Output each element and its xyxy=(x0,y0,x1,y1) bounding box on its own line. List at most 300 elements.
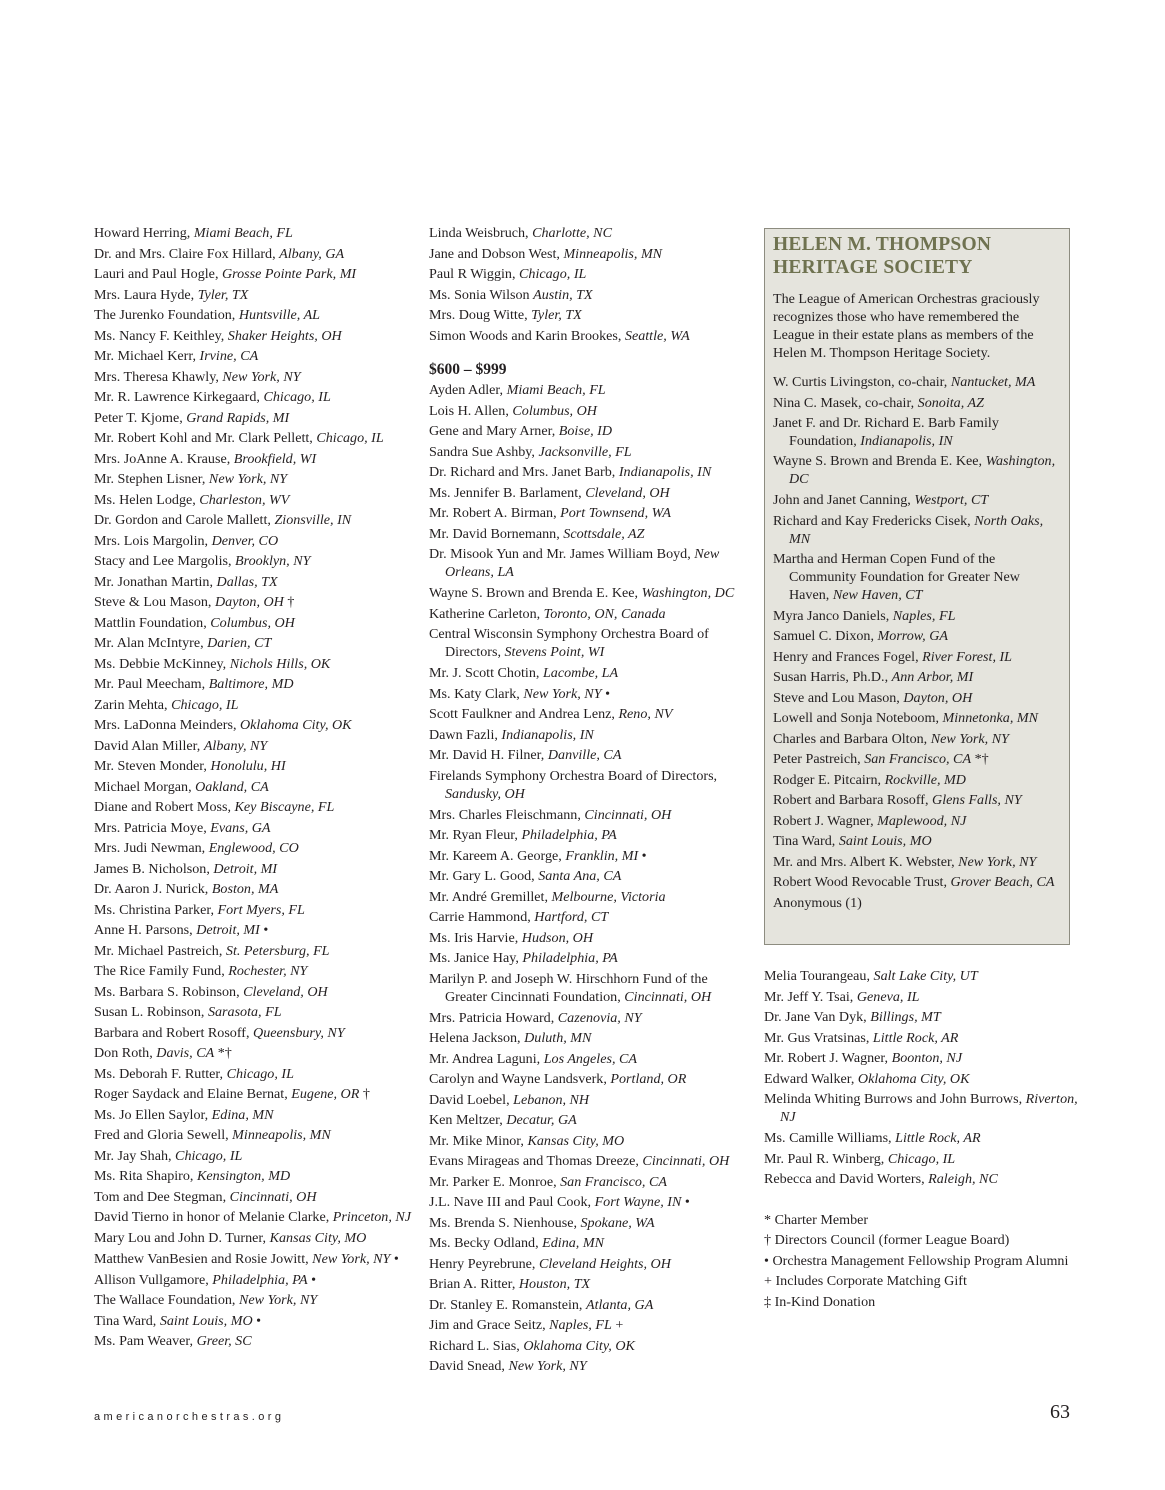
donor-name: W. Curtis Livingston, co-chair, xyxy=(773,374,951,390)
donor-entry xyxy=(94,1023,414,1044)
donor-name: Carolyn and Wayne Landsverk, xyxy=(429,1071,611,1087)
donor-name: Mrs. LaDonna Meinders, xyxy=(94,717,240,733)
donor-list-600-999 xyxy=(429,380,749,1377)
donor-entry xyxy=(94,1250,414,1268)
donor-name: Lowell and Sonja Noteboom, xyxy=(773,710,943,726)
donor-mark: • xyxy=(390,1250,399,1267)
donor-entry xyxy=(429,948,749,969)
donor-entry xyxy=(429,1049,749,1070)
donor-name: Mr. Jonathan Martin, xyxy=(94,573,217,590)
donor-location: Raleigh, NC xyxy=(928,1171,998,1187)
donor-location: Indianapolis, IN xyxy=(501,726,594,743)
donor-entry xyxy=(94,756,414,777)
donor-name: Mr. Mike Minor, xyxy=(429,1132,528,1149)
donor-name: Richard L. Sias, xyxy=(429,1337,524,1354)
donor-entry xyxy=(94,1228,414,1249)
donor-location: Eugene, OR xyxy=(291,1086,360,1102)
donor-location: Zionsville, IN xyxy=(274,512,352,528)
donor-name: Dr. Gordon and Carole Mallett, xyxy=(94,512,275,528)
donor-entry xyxy=(429,545,749,581)
donor-entry xyxy=(94,961,414,982)
donor-name: Mr. Kareem A. George, xyxy=(429,847,566,864)
donor-location: Detroit, MI xyxy=(213,860,278,877)
donor-name: Matthew VanBesien and Rosie Jowitt, xyxy=(94,1250,313,1267)
donor-entry xyxy=(429,1213,749,1234)
donor-name: Dr. Aaron J. Nurick, xyxy=(94,881,212,897)
donor-name: Mrs. Patricia Moye, xyxy=(94,819,211,836)
donor-entry xyxy=(94,695,414,716)
donor-name: Peter Pastreich, xyxy=(773,751,865,767)
donor-location: Danville, CA xyxy=(547,747,622,763)
donor-list-top xyxy=(429,223,749,346)
legend-item: • Orchestra Management Fellowship Program Alumni xyxy=(764,1252,1069,1269)
donor-name: Ms. Sonia Wilson xyxy=(429,286,534,303)
donor-location: Miami Beach, FL xyxy=(193,225,293,241)
donor-name: Mr. Michael Pastreich, xyxy=(94,942,226,959)
donor-location: San Francisco, CA xyxy=(864,751,972,767)
donor-name: Gene and Mary Arner, xyxy=(429,423,559,439)
donor-entry xyxy=(94,900,414,921)
donor-location: Salt Lake City, UT xyxy=(873,968,978,984)
donor-location: New York, NY xyxy=(930,730,1009,747)
donor-entry xyxy=(429,1172,749,1193)
donor-name: Ms. Nancy F. Keithley, xyxy=(94,327,228,344)
donor-entry xyxy=(94,1064,414,1085)
donor-location: Englewood, CO xyxy=(208,840,299,856)
donor-location: Washington, DC xyxy=(789,453,1056,487)
donor-name: Carrie Hammond, xyxy=(429,909,535,925)
donor-name: Ms. Pam Weaver, xyxy=(94,1333,197,1349)
donor-location: Portland, OR xyxy=(610,1071,687,1087)
donor-name: Janet F. and Dr. Richard E. Barb Family Foundation, xyxy=(773,415,999,449)
donor-location: Chicago, IL xyxy=(887,1150,956,1167)
donor-entry xyxy=(94,1166,414,1187)
donor-location: Brookfield, WI xyxy=(233,450,317,467)
donor-location: Boonton, NJ xyxy=(891,1050,963,1066)
donor-name: Barbara and Robert Rosoff, xyxy=(94,1024,254,1041)
donor-name: Dr. Stanley E. Romanstein, xyxy=(429,1296,586,1313)
donor-name: Peter T. Kjome, xyxy=(94,409,187,426)
donor-entry xyxy=(94,531,414,552)
donor-entry xyxy=(94,346,414,367)
donor-name: Anonymous (1) xyxy=(773,894,862,911)
donor-entry xyxy=(429,825,749,846)
donor-name: Mr. Paul Meecham, xyxy=(94,676,209,692)
donor-entry xyxy=(773,729,1061,750)
donor-name: Anne H. Parsons, xyxy=(94,922,197,938)
donor-name: Mr. Andrea Laguni, xyxy=(429,1050,544,1067)
donor-location: Nichols Hills, OK xyxy=(229,655,331,672)
donor-entry xyxy=(773,626,1061,647)
donor-entry xyxy=(429,264,749,285)
donor-location: Albany, NY xyxy=(203,737,268,754)
donor-location: Minneapolis, MN xyxy=(232,1127,331,1143)
donor-entry xyxy=(429,704,749,725)
donor-location: Naples, FL xyxy=(549,1317,612,1333)
donor-entry xyxy=(94,1187,414,1208)
donor-location: Franklin, MI xyxy=(565,847,639,864)
donor-name: Henry Peyrebrune, xyxy=(429,1255,539,1272)
donor-location: Honolulu, HI xyxy=(210,758,286,774)
donor-location: Dayton, OH xyxy=(214,594,284,610)
donor-name: Mr. Alan McIntyre, xyxy=(94,635,208,651)
donor-location: Lebanon, NH xyxy=(513,1091,590,1108)
donor-entry xyxy=(94,654,414,675)
donor-location: Brooklyn, NY xyxy=(235,553,311,569)
donor-name: Ms. Brenda S. Nienhouse, xyxy=(429,1214,581,1231)
donor-entry xyxy=(94,1125,414,1146)
donor-mark: • xyxy=(601,685,611,702)
donor-name: James B. Nicholson, xyxy=(94,860,214,877)
donor-entry xyxy=(773,667,1061,688)
donor-mark: *† xyxy=(971,751,989,767)
donor-name: Robert J. Wagner, xyxy=(773,812,878,829)
donor-location: Fort Wayne, IN xyxy=(594,1194,682,1210)
donor-name: Mr. Parker E. Monroe, xyxy=(429,1173,561,1190)
donor-location: Cincinnati, OH xyxy=(229,1188,317,1205)
donor-name: Lois H. Allen, xyxy=(429,402,513,419)
donor-entry xyxy=(94,818,414,839)
donor-name: Melinda Whiting Burrows and John Burrows, xyxy=(764,1091,1026,1107)
donor-location: Minnetonka, MN xyxy=(942,710,1039,726)
donor-location: Philadelphia, PA xyxy=(212,1271,308,1288)
donor-entry xyxy=(764,1069,1094,1090)
donor-entry xyxy=(773,372,1061,393)
donor-mark: • xyxy=(638,847,647,864)
donor-location: Lacombe, LA xyxy=(542,665,619,681)
donor-entry xyxy=(429,725,749,746)
donor-entry xyxy=(764,1169,1094,1190)
donor-entry xyxy=(94,633,414,654)
donor-location: Chicago, IL xyxy=(519,266,587,282)
donor-entry xyxy=(94,408,414,429)
heritage-society-title: HELEN M. THOMPSON HERITAGE SOCIETY xyxy=(773,234,992,278)
donor-entry xyxy=(429,663,749,684)
donor-location: Austin, TX xyxy=(533,286,593,303)
donor-entry xyxy=(773,852,1061,873)
donor-location: Grover Beach, CA xyxy=(950,874,1055,890)
donor-name: Mrs. Lois Margolin, xyxy=(94,532,212,549)
donor-name: Marilyn P. and Joseph W. Hirschhorn Fund of the Greater Cincinnati Foundation, xyxy=(429,970,708,1005)
donor-name: Mr. Steven Monder, xyxy=(94,758,211,774)
donor-entry xyxy=(94,551,414,572)
donor-location: Baltimore, MD xyxy=(208,676,294,692)
donor-name: Ms. Helen Lodge, xyxy=(94,491,200,508)
donor-entry xyxy=(94,305,414,326)
donor-location: Los Angeles, CA xyxy=(543,1050,637,1067)
donor-location: Cleveland, OH xyxy=(243,983,328,1000)
footer-url: americanorchestras.org xyxy=(94,1411,285,1423)
donor-mark: + xyxy=(611,1317,624,1333)
donor-entry xyxy=(429,846,749,867)
donor-entry xyxy=(94,982,414,1003)
donor-name: Martha and Herman Copen Fund of the Community Foundation for Greater New Haven, xyxy=(773,550,1020,603)
donor-name: Ms. Camille Williams, xyxy=(764,1130,896,1146)
donor-location: River Forest, IL xyxy=(922,648,1013,665)
donor-entry xyxy=(773,708,1061,729)
donor-mark: *† xyxy=(214,1045,232,1061)
donor-name: Simon Woods and Karin Brookes, xyxy=(429,327,625,344)
donor-location: Edina, MN xyxy=(211,1106,274,1123)
donor-entry xyxy=(94,797,414,818)
donor-entry xyxy=(94,264,414,285)
donor-location: Rockville, MD xyxy=(884,771,966,788)
donor-name: Robert and Barbara Rosoff, xyxy=(773,792,933,808)
donor-entry xyxy=(429,1336,749,1357)
donor-name: Wayne S. Brown and Brenda E. Kee, xyxy=(773,453,986,469)
donor-name: Zarin Mehta, xyxy=(94,696,172,713)
donor-entry xyxy=(429,907,749,928)
donor-location: Kensington, MD xyxy=(196,1168,291,1184)
donor-name: Steve and Lou Mason, xyxy=(773,689,904,706)
donor-location: New York, NY xyxy=(523,685,602,702)
donor-entry xyxy=(773,550,1061,604)
donor-location: Tyler, TX xyxy=(531,307,582,323)
donor-location: Indianapolis, IN xyxy=(618,464,712,480)
donor-name: Mr. Jay Shah, xyxy=(94,1147,176,1164)
donor-name: Ms. Debbie McKinney, xyxy=(94,655,230,672)
donor-entry xyxy=(94,674,414,695)
donor-name: Central Wisconsin Symphony Orchestra Board of Directors, xyxy=(429,626,709,660)
donor-location: Riverton, NJ xyxy=(780,1091,1078,1125)
heritage-society-intro: The League of American Orchestras graciously recognizes those who have remembered the League in their estate plans as members of the Helen M. Thompson Heritage Society. xyxy=(773,291,1040,361)
donor-location: Philadelphia, PA xyxy=(522,950,618,966)
donor-entry xyxy=(94,1270,414,1291)
donor-entry xyxy=(773,452,1061,488)
donor-location: Geneva, IL xyxy=(856,988,920,1005)
donor-location: Little Rock, AR xyxy=(895,1130,981,1146)
donor-location: Maplewood, NJ xyxy=(877,812,967,829)
donor-entry xyxy=(429,503,749,524)
donor-location: Greer, SC xyxy=(196,1333,252,1349)
donor-location: Grand Rapids, MI xyxy=(186,409,290,426)
donor-entry xyxy=(94,879,414,900)
heritage-society-list xyxy=(773,372,1061,913)
donor-location: New York, NY xyxy=(222,368,301,385)
donor-entry xyxy=(94,469,414,490)
donor-name: Tina Ward, xyxy=(94,1312,160,1329)
donor-entry xyxy=(94,244,414,265)
donor-entry xyxy=(429,223,749,244)
donor-location: Scottsdale, AZ xyxy=(563,525,645,542)
donor-name: David Tierno in honor of Melanie Clarke, xyxy=(94,1209,333,1225)
legend-item: ‡ In-Kind Donation xyxy=(764,1293,876,1310)
donor-name: Mr. Jeff Y. Tsai, xyxy=(764,988,857,1005)
donor-entry xyxy=(429,805,749,826)
donor-entry xyxy=(429,1233,749,1254)
donor-name: Richard and Kay Fredericks Cisek, xyxy=(773,512,975,529)
donor-column-3 xyxy=(764,966,1094,1312)
donor-name: David Loebel, xyxy=(429,1091,514,1108)
donor-name: Rodger E. Pitcairn, xyxy=(773,771,885,788)
donor-location: Santa Ana, CA xyxy=(538,868,622,884)
donor-name: Charles and Barbara Olton, xyxy=(773,730,931,747)
donor-name: Henry and Frances Fogel, xyxy=(773,648,923,665)
donor-location: Oklahoma City, OK xyxy=(857,1070,970,1087)
donor-entry xyxy=(429,1028,749,1049)
donor-name: Robert Wood Revocable Trust, xyxy=(773,874,951,890)
donor-location: Cincinnati, OH xyxy=(584,806,672,823)
donor-entry xyxy=(764,1128,1094,1149)
donor-location: Queensbury, NY xyxy=(253,1024,345,1041)
donor-location: Cleveland, OH xyxy=(585,484,670,501)
donor-mark: † xyxy=(283,594,295,610)
donor-location: Sarasota, FL xyxy=(207,1004,282,1020)
page-number: 63 xyxy=(1050,1401,1070,1423)
donor-name: Dawn Fazli, xyxy=(429,726,502,743)
donor-entry xyxy=(94,572,414,593)
donor-location: Evans, GA xyxy=(210,819,271,836)
donor-location: Fort Myers, FL xyxy=(217,901,305,918)
donor-name: Steve & Lou Mason, xyxy=(94,594,215,610)
donor-location: Chicago, IL xyxy=(171,696,239,713)
donor-location: Chicago, IL xyxy=(316,430,384,446)
donor-location: North Oaks, MN xyxy=(789,512,1044,547)
donor-entry xyxy=(429,1151,749,1172)
donor-entry xyxy=(94,920,414,941)
donor-mark: • xyxy=(681,1194,690,1210)
donor-location: Oklahoma City, OK xyxy=(523,1337,635,1354)
donor-entry xyxy=(429,583,749,604)
donor-name: Ms. Katy Clark, xyxy=(429,685,524,702)
donor-entry xyxy=(429,305,749,326)
donor-location: Billings, MT xyxy=(870,1009,941,1025)
donor-entry xyxy=(94,715,414,736)
donor-entry xyxy=(94,1146,414,1167)
donor-name: Mr. David Bornemann, xyxy=(429,525,564,542)
donor-name: The Jurenko Foundation, xyxy=(94,307,239,323)
donor-location: Shaker Heights, OH xyxy=(227,327,342,344)
donor-location: New York, NY xyxy=(238,1292,318,1308)
donor-location: Seattle, WA xyxy=(624,327,690,344)
donor-name: Mrs. JoAnne A. Krause, xyxy=(94,450,234,467)
donor-location: Port Townsend, WA xyxy=(560,505,672,521)
donor-entry xyxy=(764,1007,1094,1028)
donor-location: Darien, CT xyxy=(207,635,272,651)
donor-location: Kansas City, MO xyxy=(269,1230,367,1246)
donor-entry xyxy=(773,606,1061,627)
donor-location: Rochester, NY xyxy=(228,963,308,979)
donor-entry xyxy=(429,442,749,463)
donor-location: Cincinnati, OH xyxy=(624,988,712,1005)
donor-location: Miami Beach, FL xyxy=(506,382,606,398)
donor-name: Ms. Janice Hay, xyxy=(429,950,523,966)
donor-location: Huntsville, AL xyxy=(238,307,321,323)
donor-entry xyxy=(773,749,1061,770)
donor-name: Susan L. Robinson, xyxy=(94,1004,208,1020)
donor-entry xyxy=(429,1008,749,1029)
donor-name: Scott Faulkner and Andrea Lenz, xyxy=(429,706,619,722)
donor-location: Hudson, OH xyxy=(521,929,594,946)
donor-entry xyxy=(429,1069,749,1090)
donor-location: Princeton, NJ xyxy=(332,1209,412,1225)
donor-name: J.L. Nave III and Paul Cook, xyxy=(429,1194,595,1210)
legend-item: + Includes Corporate Matching Gift xyxy=(764,1273,967,1289)
donor-location: Chicago, IL xyxy=(263,389,331,405)
donor-location: Nantucket, MA xyxy=(950,374,1036,390)
donor-entry xyxy=(773,393,1061,414)
donor-location: Reno, NV xyxy=(618,706,673,722)
donor-location: Spokane, WA xyxy=(580,1214,655,1231)
donor-location: Minneapolis, MN xyxy=(563,245,663,262)
donor-location: Charlotte, NC xyxy=(532,225,612,241)
donor-location: Tyler, TX xyxy=(197,286,249,303)
donor-name: Mr. Robert Kohl and Mr. Clark Pellett, xyxy=(94,430,317,446)
donor-name: Ms. Iris Harvie, xyxy=(429,929,522,946)
donor-name: David Snead, xyxy=(429,1358,509,1374)
donor-location: Chicago, IL xyxy=(226,1065,294,1082)
donor-entry xyxy=(773,490,1061,511)
donor-entry xyxy=(94,1208,414,1226)
donor-name: Mrs. Judi Newman, xyxy=(94,840,209,856)
donor-location: Sandusky, OH xyxy=(445,785,525,802)
donor-name: Mr. R. Lawrence Kirkegaard, xyxy=(94,389,264,405)
donor-name: Mr. André Gremillet, xyxy=(429,888,552,905)
donor-location: Indianapolis, IN xyxy=(860,433,953,449)
donor-location: New York, NY xyxy=(958,853,1037,870)
donor-location: Morrow, GA xyxy=(877,628,948,644)
donor-entry xyxy=(429,1254,749,1275)
donor-location: Saint Louis, MO xyxy=(838,833,932,849)
donor-entry xyxy=(429,767,749,803)
donor-location: Cincinnati, OH xyxy=(642,1153,730,1169)
donor-name: Mr. Stephen Lisner, xyxy=(94,471,209,487)
donor-entry xyxy=(94,777,414,798)
donor-name: Mrs. Patricia Howard, xyxy=(429,1009,558,1026)
donor-entry xyxy=(94,449,414,470)
donor-location: Atlanta, GA xyxy=(585,1296,654,1313)
donor-name: Ms. Barbara S. Robinson, xyxy=(94,983,244,1000)
donor-location: Hartford, CT xyxy=(534,909,609,925)
donor-name: Roger Saydack and Elaine Bernat, xyxy=(94,1086,292,1102)
donor-entry xyxy=(429,970,749,1006)
donor-entry xyxy=(94,510,414,531)
donor-entry xyxy=(764,1048,1094,1069)
donor-name: Helena Jackson, xyxy=(429,1030,525,1046)
donor-location: Washington, DC xyxy=(641,585,735,601)
donor-entry xyxy=(429,326,749,347)
donor-location: St. Petersburg, FL xyxy=(225,942,330,959)
donor-entry xyxy=(429,1295,749,1316)
donor-entry xyxy=(764,987,1094,1008)
donor-name: Mrs. Theresa Khawly, xyxy=(94,368,223,385)
donor-location: San Francisco, CA xyxy=(560,1173,667,1190)
donor-entry xyxy=(94,1290,414,1311)
donor-name: Evans Mirageas and Thomas Dreeze, xyxy=(429,1153,643,1169)
donor-name: Myra Janco Daniels, xyxy=(773,607,893,624)
donor-location: New York, NY xyxy=(508,1358,587,1374)
donor-name: David Alan Miller, xyxy=(94,737,204,754)
donor-name: Mr. and Mrs. Albert K. Webster, xyxy=(773,853,959,870)
donor-entry xyxy=(94,1002,414,1023)
donor-name: Mr. Gus Vratsinas, xyxy=(764,1029,873,1046)
donor-name: Melia Tourangeau, xyxy=(764,968,874,984)
donor-entry xyxy=(429,1315,749,1336)
donor-entry xyxy=(429,462,749,483)
donor-entry xyxy=(429,483,749,504)
donor-name: Mrs. Laura Hyde, xyxy=(94,286,198,303)
donor-name: The Rice Family Fund, xyxy=(94,963,229,979)
donor-name: Jane and Dobson West, xyxy=(429,245,564,262)
donor-name: Ken Meltzer, xyxy=(429,1112,507,1128)
donor-name: Mr. David H. Filner, xyxy=(429,747,548,763)
legend-item: * Charter Member xyxy=(764,1211,869,1228)
donor-entry xyxy=(764,1028,1094,1049)
donor-entry xyxy=(94,1311,414,1332)
donor-entry xyxy=(94,428,414,449)
donor-location: Houston, TX xyxy=(518,1276,591,1292)
donor-location: Sonoita, AZ xyxy=(917,394,984,411)
